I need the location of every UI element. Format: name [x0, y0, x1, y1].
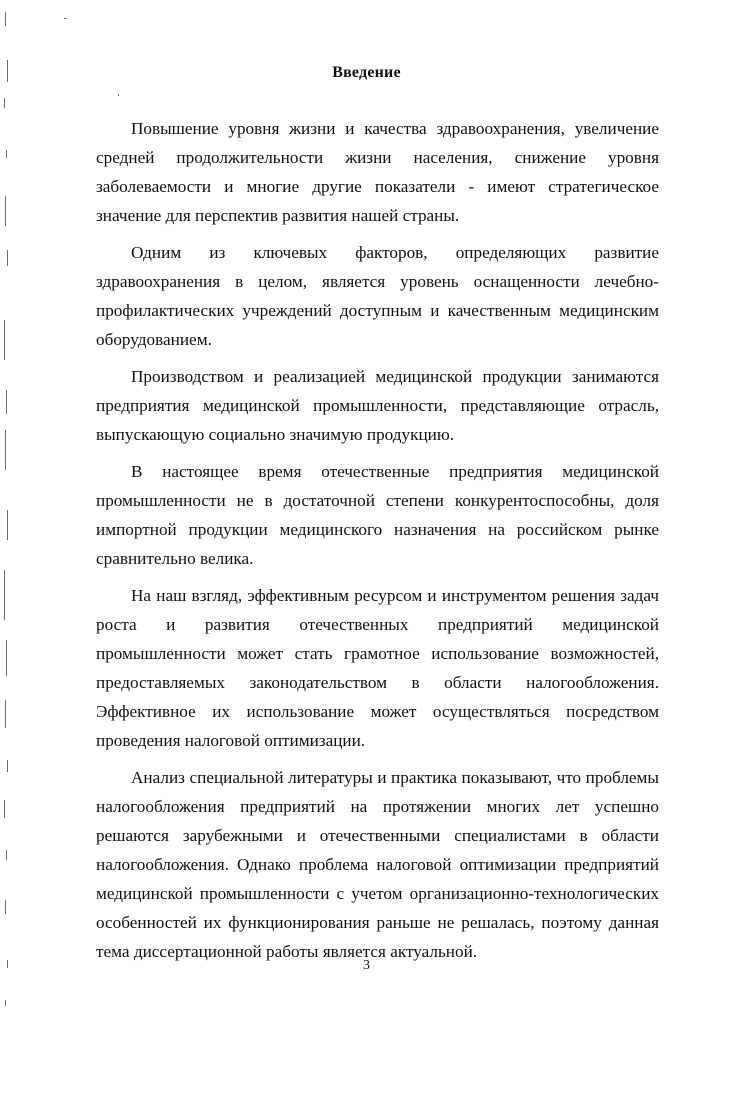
scan-mark	[7, 250, 8, 266]
scan-mark	[7, 760, 8, 772]
paragraph: На наш взгляд, эффективным ресурсом и инструментом решения задач роста и развития отечественных предприятий медицинской промышленности может стать грамотное использование возможностей, предоставляемых законодательством в области налогообложения. Эффективное их использование может осуществляться посредством проведения налоговой оптимизации.	[96, 586, 659, 750]
scan-mark	[5, 700, 6, 728]
scan-mark	[118, 94, 119, 96]
scan-mark	[7, 510, 8, 540]
page-number: 3	[363, 958, 370, 973]
page-title: Введение	[332, 64, 401, 81]
scan-mark	[5, 12, 6, 26]
scan-mark	[7, 60, 8, 82]
scan-mark	[4, 320, 5, 360]
scan-mark	[5, 900, 6, 914]
scan-mark	[64, 18, 67, 19]
scan-mark	[5, 430, 6, 470]
scan-mark	[6, 390, 7, 414]
paragraph: Производством и реализацией медицинской продукции занимаются предприятия медицинской промышленности, представляющие отрасль, выпускающую социально значимую продукцию.	[96, 367, 659, 444]
scan-mark	[6, 850, 7, 860]
paragraph: Одним из ключевых факторов, определяющих развитие здравоохранения в целом, является уровень оснащенности лечебно-профилактических учреждений доступным и качественным медицинским оборудованием.	[96, 243, 659, 349]
paragraph: Повышение уровня жизни и качества здравоохранения, увеличение средней продолжительности жизни населения, снижение уровня заболеваемости и многие другие показатели - имеют стратегическое значение для перспектив развития нашей страны.	[96, 119, 659, 225]
scan-mark	[6, 150, 7, 158]
scan-mark	[4, 800, 5, 818]
scan-mark	[6, 640, 7, 676]
body-text	[96, 114, 659, 974]
scan-mark	[5, 196, 6, 226]
scan-mark	[5, 1000, 6, 1006]
scan-mark	[7, 960, 8, 968]
scan-mark	[4, 570, 5, 620]
paragraph: Анализ специальной литературы и практика показывают, что проблемы налогообложения предприятий на протяжении многих лет успешно решаются зарубежными и отечественными специалистами в области налогообложения. Однако проблема налоговой оптимизации предприятий медицинской промышленности с учетом организационно-технологических особенностей их функционирования раньше не решалась, поэтому данная тема диссертационной работы является актуальной.	[96, 768, 659, 961]
paragraph: В настоящее время отечественные предприятия медицинской промышленности не в достаточной степени конкурентоспособны, доля импортной продукции медицинского назначения на российском рынке сравнительно велика.	[96, 462, 659, 568]
scan-mark	[4, 98, 5, 108]
